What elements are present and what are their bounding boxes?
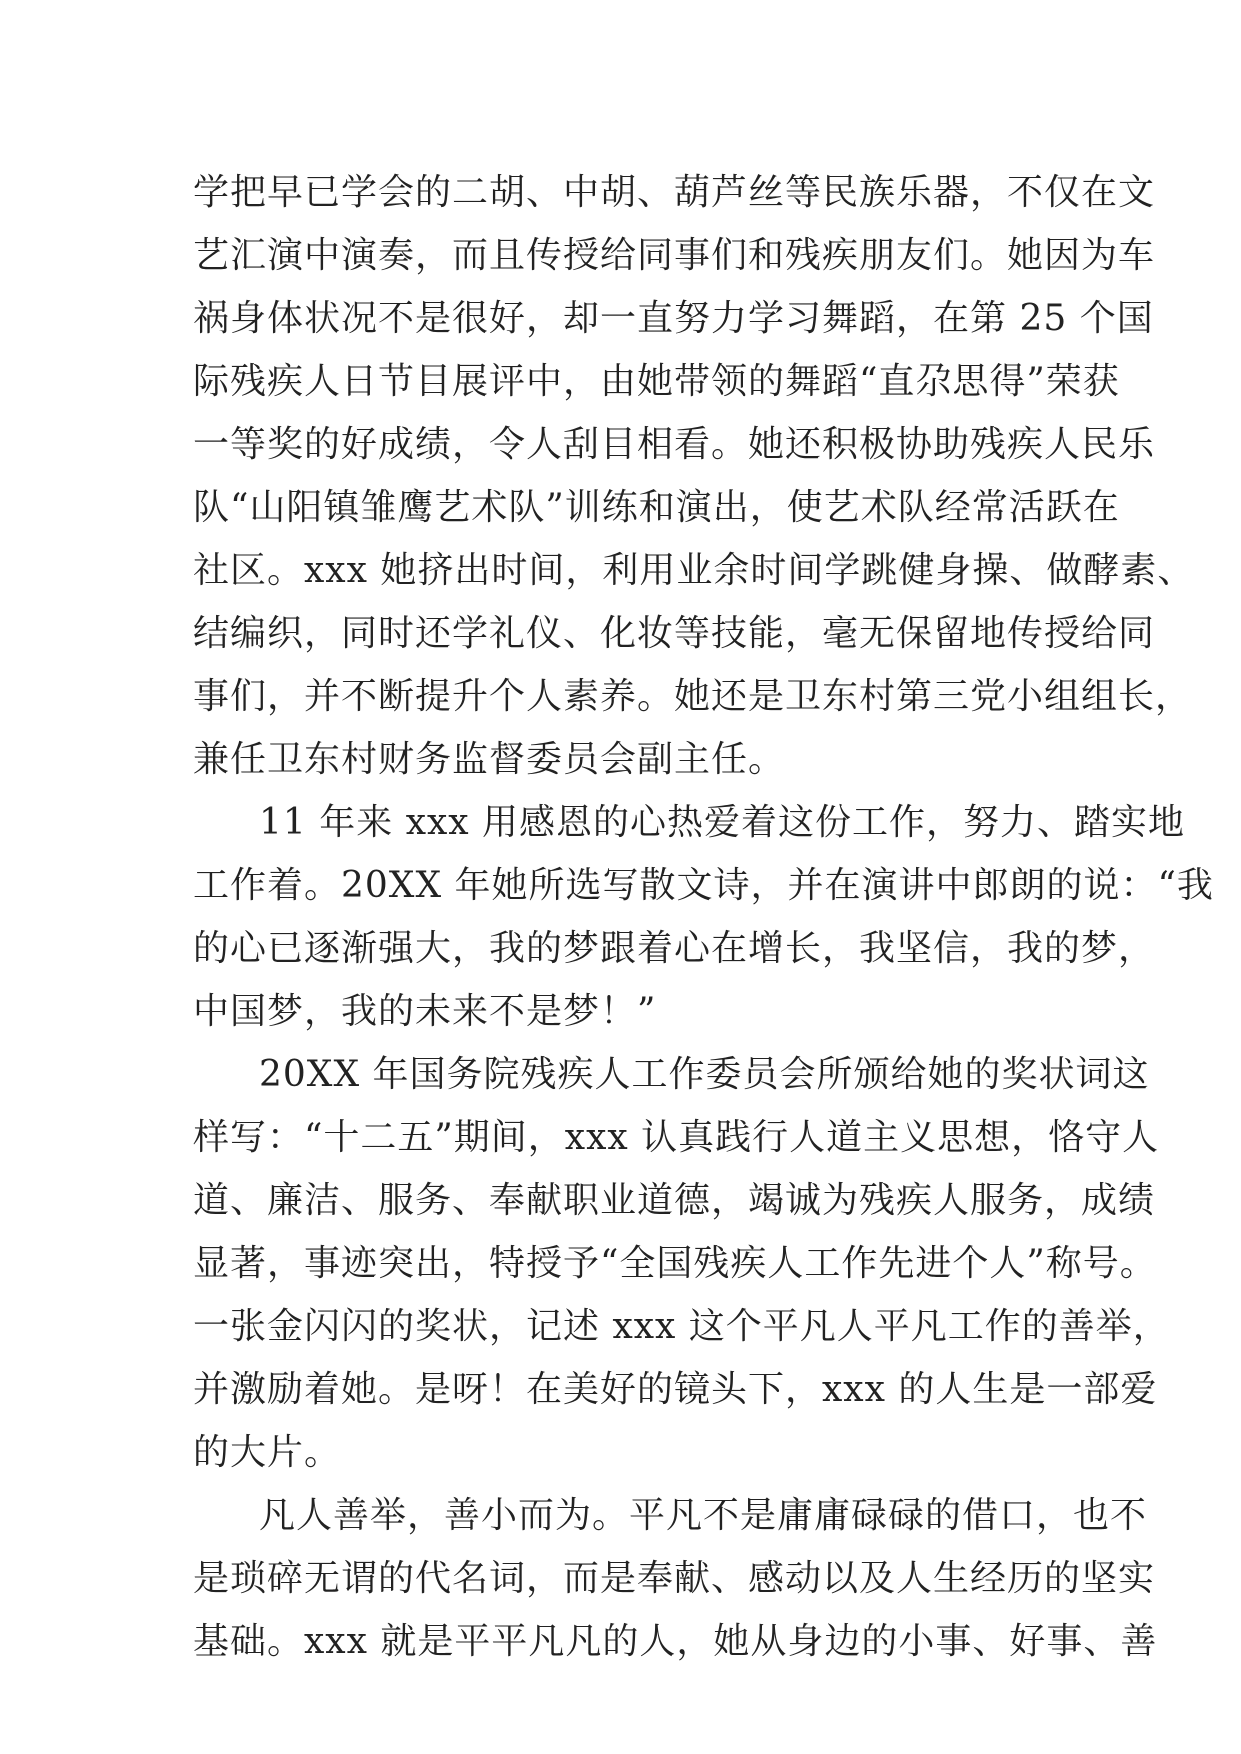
- text-line: 祸身体状况不是很好，却一直努力学习舞蹈，在第 25 个国: [193, 298, 1154, 339]
- text-line: 学把早已学会的二胡、中胡、葫芦丝等民族乐器，不仅在文: [193, 172, 1156, 213]
- text-line: 一张金闪闪的奖状，记述 xxx 这个平凡人平凡工作的善举，: [193, 1306, 1170, 1347]
- text-line: 道、廉洁、服务、奉献职业道德，竭诚为残疾人服务，成绩: [193, 1180, 1156, 1221]
- text-line: 一等奖的好成绩，令人刮目相看。她还积极协助残疾人民乐: [193, 424, 1156, 465]
- text-line: 际残疾人日节目展评中，由她带领的舞蹈“直尕思得”荣获: [193, 361, 1120, 402]
- text-line-first: 11 年来 xxx 用感恩的心热爱着这份工作，努力、踏实地: [259, 802, 1186, 843]
- text-line: 结编织，同时还学礼仪、化妆等技能，毫无保留地传授给同: [193, 613, 1156, 654]
- text-line: 工作着。20XX 年她所选写散文诗，并在演讲中郎朗的说：“我: [193, 865, 1214, 906]
- text-line: 兼任卫东村财务监督委员会副主任。: [193, 739, 786, 780]
- paragraph-2: [193, 791, 1214, 1043]
- text-line: 社区。xxx 她挤出时间，利用业余时间学跳健身操、做酵素、: [193, 550, 1195, 591]
- text-line: 队“山阳镇雏鹰艺术队”训练和演出，使艺术队经常活跃在: [193, 487, 1120, 528]
- text-line: 并激励着她。是呀！在美好的镜头下，xxx 的人生是一部爱: [193, 1369, 1158, 1410]
- text-line: 的大片。: [193, 1432, 342, 1473]
- paragraph-1: [193, 161, 1195, 791]
- text-line: 是琐碎无谓的代名词，而是奉献、感动以及人生经历的坚实: [193, 1558, 1156, 1599]
- text-line: 的心已逐渐强大，我的梦跟着心在增长，我坚信，我的梦，: [193, 928, 1156, 969]
- text-line: 基础。xxx 就是平平凡凡的人，她从身边的小事、好事、善: [193, 1621, 1158, 1662]
- paragraph-4: [193, 1484, 1158, 1673]
- text-line: 艺汇演中演奏，而且传授给同事们和残疾朋友们。她因为车: [193, 235, 1156, 276]
- text-line-first: 凡人善举，善小而为。平凡不是庸庸碌碌的借口，也不: [259, 1495, 1148, 1536]
- text-line-first: 20XX 年国务院残疾人工作委员会所颁给她的奖状词这: [259, 1054, 1150, 1095]
- text-line: 样写：“十二五”期间，xxx 认真践行人道主义思想，恪守人: [193, 1117, 1160, 1158]
- text-line: 事们，并不断提升个人素养。她还是卫东村第三党小组组长，: [193, 676, 1193, 717]
- text-line: 中国梦，我的未来不是梦！”: [193, 991, 657, 1032]
- text-line: 显著，事迹突出，特授予“全国残疾人工作先进个人”称号。: [193, 1243, 1157, 1284]
- document-body: [193, 161, 1214, 1673]
- paragraph-3: [193, 1043, 1170, 1484]
